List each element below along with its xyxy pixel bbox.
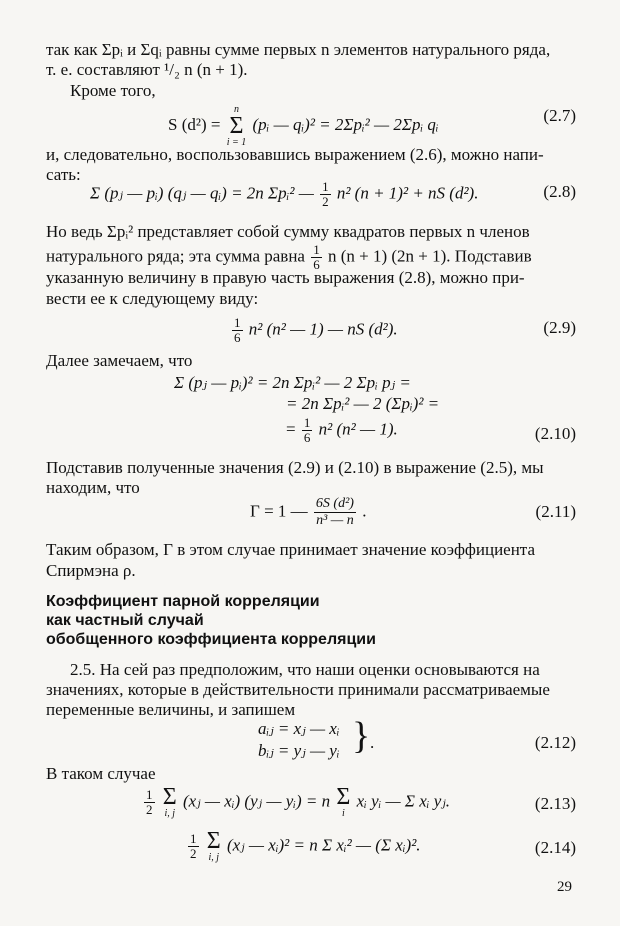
equation-number: (2.14): [534, 838, 576, 857]
text-line: и, следовательно, воспользовавшись выражением (2.6), можно напи-: [46, 145, 544, 164]
text-line: Таким образом, Γ в этом случае принимает значение коэффициента: [46, 540, 535, 559]
equation-number: (2.12): [534, 733, 576, 752]
text-line: натурального ряда; эта сумма равна $\frac{1}{6}$ n (n + 1) (2n + 1). Подставив: [46, 242, 532, 272]
text-line: Кроме того,: [70, 81, 156, 100]
text-line: т. е. составляют ¹/₂ n (n + 1).: [46, 60, 248, 79]
eq-part: n² (n + 1)² + nS (d²).: [336, 183, 479, 203]
summation-symbol: Σ i, j: [206, 828, 221, 863]
text-line: Подставив полученные значения (2.9) и (2.10) в выражение (2.5), мы: [46, 458, 544, 477]
equation-number: (2.8): [543, 182, 576, 201]
equation-2-13: $\frac{1}{2}$ Σ i, j (xⱼ — xᵢ) (yⱼ — yᵢ) = n Σ i xᵢ yᵢ — Σ xᵢ yⱼ.: [146, 784, 451, 819]
section-heading: как частный случай: [46, 612, 204, 629]
text-line: находим, что: [46, 478, 140, 497]
text-line: вести ее к следующему виду:: [46, 289, 259, 308]
fraction: $\frac{1}{2}$: [190, 831, 197, 861]
text-line: сать:: [46, 165, 81, 184]
eq-part: n² (n² — 1) — nS (d²).: [248, 319, 398, 339]
fraction: $\frac{1}{6}$: [303, 415, 311, 445]
equation-2-10-line2: = 2n Σpᵢ² — 2 (Σpᵢ)² =: [286, 394, 440, 413]
summation-symbol: Σ i, j: [162, 784, 177, 819]
equation-number: (2.9): [543, 318, 576, 337]
equation-2-10-line3: = $\frac{1}{6}$ n² (n² — 1).: [286, 415, 398, 445]
text-line: 2.5. На сей раз предположим, что наши оценки основываются на: [70, 660, 540, 679]
section-heading: обобщенного коэффициента корреляции: [46, 631, 376, 648]
text-line: указанную величину в правую часть выражения (2.8), можно при-: [46, 268, 525, 287]
equation-2-7: [168, 104, 439, 148]
eq-part: .: [370, 733, 375, 752]
equation-2-8: [90, 180, 478, 209]
equation-number: (2.10): [534, 424, 576, 443]
eq-part: Σ (pⱼ — pᵢ) (qⱼ — qᵢ) = 2n Σpᵢ² —: [90, 183, 314, 203]
summation-symbol: n Σ i = 1: [226, 104, 247, 148]
text-line: Но ведь Σpᵢ² представляет собой сумму квадратов первых n членов: [46, 222, 530, 241]
equation-number: (2.13): [534, 794, 576, 813]
text-line: переменные величины, и запишем: [46, 700, 296, 719]
text-line: Далее замечаем, что: [46, 351, 193, 370]
equation-2-12-line1: aᵢⱼ = xⱼ — xᵢ: [258, 719, 340, 738]
fraction: $\frac{\text{6S (d²)}}{\text{n³ — n}}$: [315, 496, 354, 528]
fraction: $\frac{1}{6}$: [313, 242, 320, 272]
text-line: В таком случае: [46, 764, 156, 783]
section-heading: Коэффициент парной корреляции: [46, 593, 320, 610]
summation-symbol: Σ i: [336, 784, 351, 819]
eq-part: S (d²) =: [168, 114, 221, 134]
fraction: $\frac{1}{2}$: [322, 179, 329, 209]
page-number: 29: [557, 879, 572, 895]
equation-number: (2.7): [543, 106, 576, 125]
equation-2-14: $\frac{1}{2}$ Σ i, j (xⱼ — xᵢ)² = n Σ xᵢ² — (Σ xᵢ)².: [190, 828, 421, 863]
text-line: значениях, которые в действительности принимали рассматриваемые: [46, 680, 550, 699]
eq-part: (pᵢ — qᵢ)² = 2Σpᵢ² — 2Σpᵢ qᵢ: [252, 114, 439, 134]
equation-number: (2.11): [535, 502, 576, 521]
equation-2-10-line1: Σ (pⱼ — pᵢ)² = 2n Σpᵢ² — 2 Σpᵢ pⱼ =: [174, 373, 411, 392]
equation-2-11: Γ = 1 — $\frac{\text{6S (d²)}}{\text{n³ — n}}$ .: [250, 496, 367, 528]
text-line: Спирмэна ρ.: [46, 561, 136, 580]
equation-2-12-line2: bᵢⱼ = yⱼ — yᵢ: [258, 741, 340, 760]
fraction: $\frac{1}{2}$: [146, 787, 153, 817]
right-brace: }: [352, 715, 371, 757]
text-line: так как Σpᵢ и Σqᵢ равны сумме первых n элементов натурального ряда,: [46, 40, 551, 59]
fraction: $\frac{1}{6}$: [234, 315, 241, 345]
equation-2-9: [230, 316, 398, 345]
